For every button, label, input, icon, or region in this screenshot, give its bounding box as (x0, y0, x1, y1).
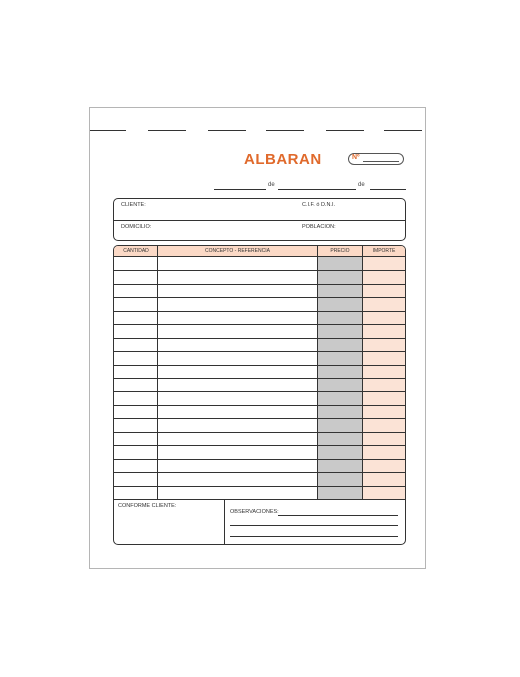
client-label: CLIENTE: (121, 202, 146, 208)
observations-line (230, 525, 398, 526)
table-row (114, 311, 405, 312)
client-box[interactable] (113, 198, 406, 241)
client-divider (114, 220, 405, 221)
table-row (114, 324, 405, 325)
footer-column-divider (224, 499, 225, 545)
tear-line (148, 130, 186, 131)
town-label: POBLACION: (302, 224, 336, 230)
table-row (114, 297, 405, 298)
tear-line (326, 130, 364, 131)
tear-line (266, 130, 304, 131)
tear-line (208, 130, 246, 131)
document-number-field[interactable] (348, 153, 404, 165)
table-row (114, 365, 405, 366)
address-label: DOMICILIO: (121, 224, 152, 230)
date-de-2: de (358, 182, 365, 188)
date-month-line (278, 189, 356, 190)
table-row (114, 432, 405, 433)
table-row (114, 378, 405, 379)
table-row (114, 338, 405, 339)
document-title: ALBARAN (244, 151, 322, 168)
albaran-sheet (89, 107, 426, 569)
table-row (114, 472, 405, 473)
table-row (114, 391, 405, 392)
table-row (114, 405, 405, 406)
footer-divider (114, 499, 405, 500)
table-row (114, 284, 405, 285)
date-row[interactable] (90, 181, 427, 191)
tear-line (90, 130, 126, 131)
items-table[interactable] (113, 245, 406, 545)
header-price: PRECIO (317, 246, 363, 257)
date-year-line (370, 189, 406, 190)
table-row (114, 486, 405, 487)
number-line (363, 161, 399, 162)
conformity-label: CONFORME CLIENTE: (118, 503, 177, 509)
observations-line (230, 536, 398, 537)
table-row (114, 270, 405, 271)
table-row (114, 445, 405, 446)
date-de-1: de (268, 182, 275, 188)
header-quantity: CANTIDAD (114, 246, 158, 257)
observations-line (278, 515, 398, 516)
header-amount: IMPORTE (363, 246, 405, 257)
table-row (114, 418, 405, 419)
table-row (114, 459, 405, 460)
nif-label: C.I.F. ó D.N.I. (302, 202, 336, 208)
header-concept: CONCEPTO - REFERENCIA (158, 246, 317, 257)
number-label: Nº (352, 154, 360, 161)
table-row (114, 351, 405, 352)
tear-line (384, 130, 422, 131)
date-day-line (214, 189, 266, 190)
observations-label: OBSERVACIONES: (230, 509, 279, 515)
